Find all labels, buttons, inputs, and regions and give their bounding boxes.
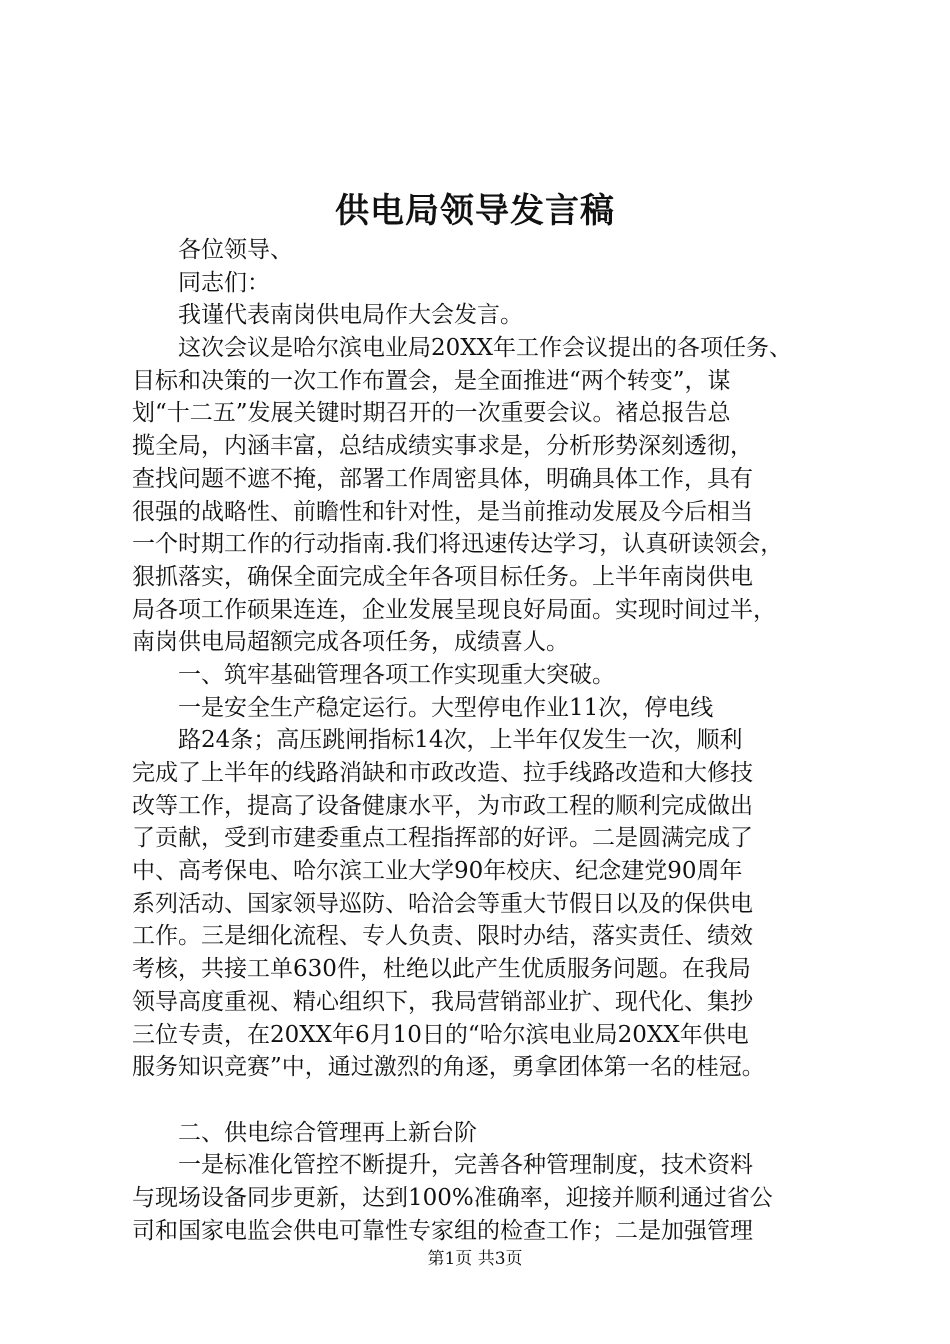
text-line: 服务知识竞赛”中，通过激烈的角逐，勇拿团体第一名的桂冠。: [132, 1054, 765, 1081]
text-line: 划“十二五”发展关键时期召开的一次重要会议。褚总报告总: [132, 400, 731, 427]
text-line: 狠抓落实，确保全面完成全年各项目标任务。上半年南岗供电: [132, 563, 753, 590]
text-line: 一是标准化管控不断提升，完善各种管理制度，技术资料: [132, 1152, 753, 1179]
text-line: 一、筑牢基础管理各项工作实现重大突破。: [132, 661, 615, 688]
text-line: 目标和决策的一次工作布置会，是全面推进“两个转变”，谋: [132, 367, 731, 394]
text-line: 查找问题不遮不掩，部署工作周密具体，明确具体工作，具有: [132, 465, 753, 492]
text-line: 考核，共接工单630件，杜绝以此产生优质服务问题。在我局: [132, 956, 751, 983]
text-line: 改等工作，提高了设备健康水平，为市政工程的顺利完成做出: [132, 792, 753, 819]
paragraph-gap: [132, 1084, 852, 1117]
text-line: 揽全局，内涵丰富，总结成绩实事求是，分析形势深刻透彻，: [132, 433, 753, 460]
text-line: 工作。三是细化流程、专人负责、限时办结，落实责任、绩效: [132, 923, 753, 950]
text-line: 二、供电综合管理再上新台阶: [132, 1119, 477, 1146]
text-line: 三位专责，在20XX年6月10日的“哈尔滨电业局20XX年供电: [132, 1021, 749, 1048]
text-line: 各位领导、: [132, 237, 293, 263]
text-line: 我谨代表南岗供电局作大会发言。: [132, 302, 523, 329]
text-line: 同志们：: [132, 269, 270, 296]
text-line: 与现场设备同步更新，达到100%准确率，迎接并顺利通过省公: [132, 1184, 773, 1211]
page-footer: 第1页 共3页: [427, 1249, 523, 1269]
text-line: 领导高度重视、精心组织下，我局营销部业扩、现代化、集抄: [132, 988, 753, 1015]
text-line: 一个时期工作的行动指南.我们将迅速传达学习，认真研读领会，: [132, 531, 784, 558]
text-line: 很强的战略性、前瞻性和针对性，是当前推动发展及今后相当: [132, 498, 753, 525]
text-line: 一是安全生产稳定运行。大型停电作业11次，停电线: [132, 694, 714, 721]
text-line: 了贡献，受到市建委重点工程指挥部的好评。二是圆满完成了: [132, 825, 753, 852]
text-line: 路24条；高压跳闸指标14次，上半年仅发生一次，顺利: [132, 727, 743, 754]
text-line: 中、高考保电、哈尔滨工业大学90年校庆、纪念建党90周年: [132, 858, 743, 885]
text-line: 司和国家电监会供电可靠性专家组的检查工作；二是加强管理: [132, 1217, 753, 1244]
text-line: 局各项工作硕果连连，企业发展呈现良好局面。实现时间过半，: [132, 596, 776, 623]
text-line: 这次会议是哈尔滨电业局20XX年工作会议提出的各项任务、: [132, 335, 793, 362]
document-body: [132, 234, 852, 1247]
text-line: 系列活动、国家领导巡防、哈洽会等重大节假日以及的保供电: [132, 890, 753, 917]
text-line: 南岗供电局超额完成各项任务，成绩喜人。: [132, 629, 569, 656]
text-line: 完成了上半年的线路消缺和市政改造、拉手线路改造和大修技: [132, 760, 753, 786]
document-title: 供电局领导发言稿: [335, 191, 615, 231]
